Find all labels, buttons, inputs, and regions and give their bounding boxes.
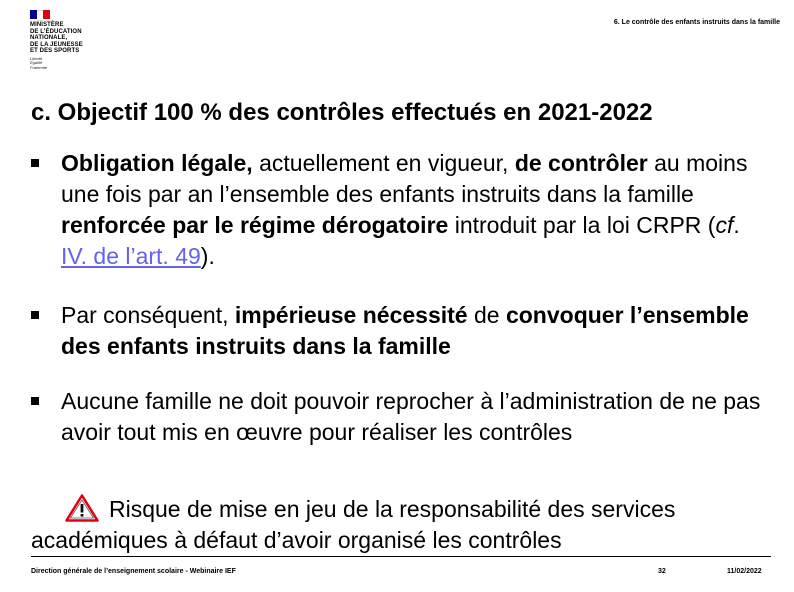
republic-motto: Liberté Égalité Fraternité bbox=[30, 55, 48, 70]
french-flag-icon bbox=[30, 10, 50, 19]
bullet-item-obligation: Obligation légale, actuellement en vigueur, de contrôler au moins une fois par an l’ensemble des enfants instruits dans la famille renforcée par le régime dérogatoire introduit par la loi CRPR (cf. IV. de l’art. 49). bbox=[31, 148, 766, 272]
risk-text: Risque de mise en jeu de la responsabilité des services académiques à défaut d’avoir organisé les contrôles bbox=[31, 496, 676, 553]
risk-warning bbox=[31, 494, 771, 556]
footer-divider bbox=[31, 556, 771, 557]
bullet-item-convocation: Par conséquent, impérieuse nécessité de convoquer l’ensemble des enfants instruits dans la famille bbox=[31, 300, 766, 362]
warning-triangle-icon bbox=[65, 494, 99, 522]
ministry-name: MINISTÈRE DE L’ÉDUCATION NATIONALE, DE LA JEUNESSE ET DES SPORTS bbox=[30, 22, 83, 54]
law-article-link[interactable]: IV. de l’art. 49 bbox=[61, 243, 201, 269]
bullet-list bbox=[31, 148, 766, 474]
ministry-logo bbox=[30, 10, 120, 70]
page-number: 32 bbox=[658, 568, 666, 575]
footer-organization: Direction générale de l’enseignement scolaire - Webinaire IEF bbox=[31, 568, 236, 575]
slide-title: c. Objectif 100 % des contrôles effectués en 2021-2022 bbox=[31, 99, 653, 126]
bullet-item-families: Aucune famille ne doit pouvoir reprocher à l’administration de ne pas avoir tout mis en œuvre pour réaliser les contrôles bbox=[31, 386, 766, 448]
footer-date: 11/02/2022 bbox=[727, 568, 762, 575]
section-label: 6. Le contrôle des enfants instruits dans la famille bbox=[613, 19, 780, 26]
